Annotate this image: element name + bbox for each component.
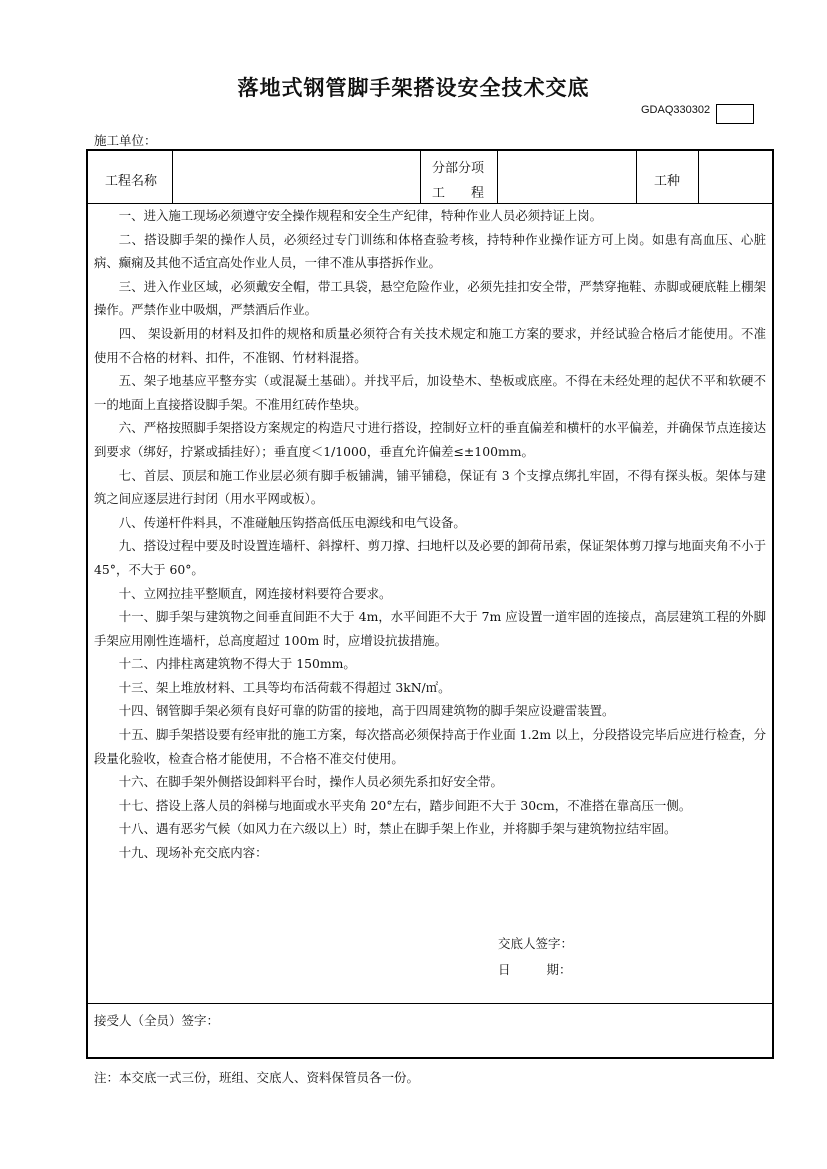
row-divider: [88, 1003, 772, 1004]
disclosure-item: 六、严格按照脚手架搭设方案规定的构造尺寸进行搭设，控制好立杆的垂直偏差和横杆的水平偏差，并确保节点连接达到要求（绑好，拧紧或插挂好）；垂直度＜1/1000，垂直允许偏差≤±100mm。: [94, 420, 766, 459]
header-divider: [636, 151, 637, 203]
trade-field[interactable]: [700, 153, 770, 201]
disclosure-item: 十五、脚手架搭设要有经审批的施工方案，每次搭高必须保持高于作业面 1.2m 以上，分段搭设完毕后应进行检查，分段量化验收，检查合格才能使用，不合格不准交付使用。: [94, 727, 766, 766]
disclosure-item: 一、进入施工现场必须遵守安全操作规程和安全生产纪律，特种作业人员必须持证上岗。: [118, 208, 603, 223]
header-divider: [497, 151, 498, 203]
disclosure-item: 十九、现场补充交底内容：: [118, 845, 268, 861]
header-divider: [698, 151, 699, 203]
project-name-field[interactable]: [174, 153, 418, 201]
sub-project-label-1: 分部分项: [432, 161, 485, 176]
disclosure-item: 十一、脚手架与建筑物之间垂直间距不大于 4m，水平间距不大于 7m 应设置一道牢固的连接点，高层建筑工程的外脚手架应用刚性连墙杆，总高度超过 100m 时，应增设抗拔措施。: [94, 609, 766, 648]
disclosure-item: 二、搭设脚手架的操作人员，必须经过专门训练和体格查验考核，持特种作业操作证方可上岗。如患有高血压、心脏病、癫痫及其他不适宜高处作业人员，一律不准从事搭拆作业。: [94, 231, 766, 271]
footnote: 注：本交底一式三份，班组、交底人、资料保管员各一份。: [94, 1070, 420, 1085]
document-title: 落地式钢管脚手架搭设安全技术交底: [237, 76, 590, 100]
code-suffix-box[interactable]: [716, 104, 754, 124]
project-name-label: 工程名称: [105, 174, 158, 189]
disclosure-item: 十三、架上堆放材料、工具等均布活荷载不得超过 3kN/㎡。: [118, 679, 451, 695]
disclosure-item: 四、 架设新用的材料及扣件的规格和质量必须符合有关技术规定和施工方案的要求，并经试验合格后才能使用。不准使用不合格的材料、扣件，不准钢、竹材料混搭。: [94, 325, 766, 365]
construction-unit-label: 施工单位：: [94, 133, 157, 148]
disclosure-item: 十七、搭设上落人员的斜梯与地面或水平夹角 20°左右，踏步间距不大于 30cm，不准搭在靠高压一侧。: [118, 797, 692, 813]
disclosure-item: 十八、遇有恶劣气候（如风力在六级以上）时，禁止在脚手架上作业，并将脚手架与建筑物拉结牢固。: [118, 821, 677, 837]
trade-label: 工种: [654, 174, 681, 189]
disclosure-content: [94, 204, 766, 865]
disclosure-item: 九、搭设过程中要及时设置连墙杆、斜撑杆、剪刀撑、扫地杆以及必要的卸荷吊索，保证架体剪刀撑与地面夹角不小于 45°，不大于 60°。: [94, 538, 766, 577]
disclosure-item: 三、进入作业区域，必须戴安全帽，带工具袋，悬空危险作业，必须先挂扣安全带，严禁穿拖鞋、赤脚或硬底鞋上棚架操作。严禁作业中吸烟，严禁酒后作业。: [94, 278, 766, 318]
disclosure-item: 七、首层、顶层和施工作业层必须有脚手板铺满，铺平铺稳，保证有 3 个支撑点绑扎牢固，不得有探头板。架体与建筑之间应逐层进行封闭（用水平网或板）。: [94, 467, 766, 507]
header-divider: [420, 151, 421, 203]
date-label-part: 期：: [546, 962, 572, 977]
disclosure-item: 十六、在脚手架外侧搭设卸料平台时，操作人员必须先系扣好安全带。: [118, 774, 503, 790]
receiver-signature-label: 接受人（全员）签字：: [94, 1013, 220, 1028]
disclosure-item: 十、立网拉挂平整顺直，网连接材料要符合要求。: [118, 585, 392, 601]
header-divider: [172, 151, 173, 203]
document-code: GDAQ330302: [641, 104, 711, 116]
disclosure-item: 十四、钢管脚手架必须有良好可靠的防雷的接地，高于四周建筑物的脚手架应设避雷装置。: [118, 703, 615, 719]
disclosure-item: 五、架子地基应平整夯实（或混凝土基础）。并找平后，加设垫木、垫板或底座。不得在未经处理的起伏不平和软硬不一的地面上直接搭设脚手架。不准用红砖作垫块。: [94, 373, 766, 412]
signer-label: 交底人签字：: [498, 936, 574, 951]
sub-project-field[interactable]: [499, 153, 634, 201]
date-label: [498, 960, 572, 978]
disclosure-item: 十二、内排柱离建筑物不得大于 150mm。: [118, 656, 356, 672]
disclosure-item: 八、传递杆件料具，不准碰触压钩搭高低压电源线和电气设备。: [118, 514, 466, 530]
sub-project-label-2: 工 程: [432, 186, 485, 201]
date-label-part: 日: [498, 962, 511, 977]
